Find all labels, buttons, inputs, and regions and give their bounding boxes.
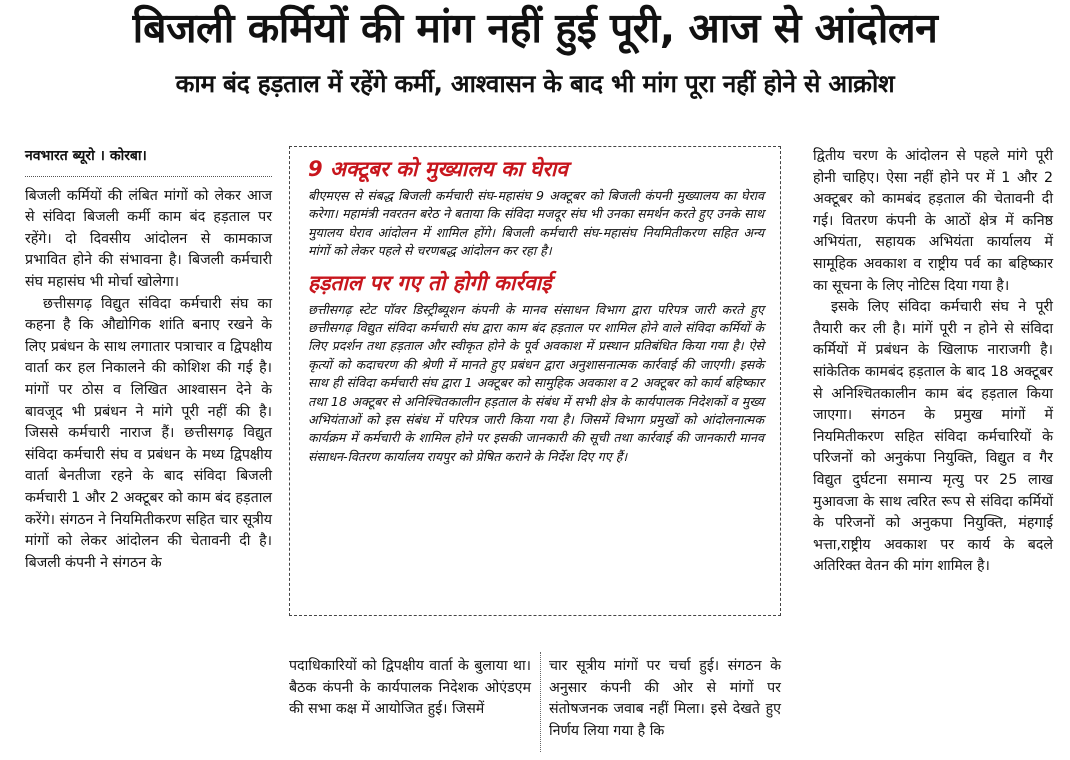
- headline: बिजली कर्मियों की मांग नहीं हुई पूरी, आज से आंदोलन: [132, 4, 938, 52]
- box-heading-action: हड़ताल पर गए तो होगी कार्रवाई: [308, 270, 552, 295]
- article-para-4: चार सूत्रीय मांगों पर चर्चा हुई। संगठन के अनुसार कंपनी की ओर से मांगों पर संतोषजनक जवाब नहीं मिला। इसे देखते हुए निर्णय लिया गया है कि: [549, 658, 781, 739]
- column-right: [813, 146, 1053, 578]
- article-para-5: द्वितीय चरण के आंदोलन से पहले मांगे पूरी होनी चाहिए। ऐसा नहीं होने पर में 1 और 2 अक्टूबर को कामबंद हड़ताल की चेतावनी दी गई। वितरण कंपनी के आठों क्षेत्र में कनिष्ठ अभियंता, सहायक अभियंता कार्यालय में सामूहिक अवकाश व राष्ट्रीय पर्व का बहिष्कार का सूचना के लिए नोटिस दिया गया है।: [813, 148, 1053, 294]
- info-box: [289, 146, 781, 616]
- box-body-action: छत्तीसगढ़ स्टेट पॉवर डिस्ट्रीब्यूशन कंपनी के मानव संसाधन विभाग द्वारा परिपत्र जारी करते हुए छत्तीसगढ़ विद्युत संविदा कर्मचारी संघ द्वारा काम बंद हड़ताल पर शामिल होने वाले संविदा कर्मियों के लिए प्रदर्शन तथा हड़ताल और स्वीकृत होने के पूर्व अवकाश में प्रस्थान प्रतिबंधित किया गया है। ऐसे कृत्यों को कदाचरण की श्रेणी में मानते हुए प्रबंधन द्वारा अनुशासनात्मक कार्रवाई की जाएगी। इसके साथ ही संविदा कर्मचारी संघ द्वारा 1 अक्टूबर को सामुहिक अवकाश व 2 अक्टूबर को कार्य बहिष्कार तथा 18 अक्टूबर से अनिश्चितकालीन हड़ताल के संबंध में सभी क्षेत्र के कार्यपालक निदेशकों व मुख्य अभियंताओं को इस संबंध में परिपत्र जारी किया गया है। जिसमें विभाग प्रमुखों को आंदोलनात्मक कार्यक्रम में कर्मचारी के शामिल होने पर इसकी जानकारी की सूची तथा कार्रवाई की जानकारी मानव संसाधन-वितरण कार्यालय रायपुर को प्रेषित कराने के निर्देश दिए गए हैं।: [308, 301, 764, 464]
- box-heading-headquarters: 9 अक्टूबर को मुख्यालय का घेराव: [308, 157, 568, 181]
- article-para-6: इसके लिए संविदा कर्मचारी संघ ने पूरी तैयारी कर ली है। मांगें पूरी न होने से संविदा कर्मियों में प्रबंधन के खिलाफ नाराजगी है। सांकेतिक कामबंद हड़ताल के बाद 18 अक्टूबर से अनिश्चितकालीन काम बंद हड़ताल किया जाएगा। संगठन के प्रमुख मांगों में नियमितीकरण सहित संविदा कर्मचारियों के परिजनों को अनुकंपा नियुक्ति, विद्युत व गैर विद्युत दुर्घटना समान्य मृत्यु पर 25 लाख मुआवजा के साथ त्वरित रूप से संविदा कर्मियों के परिजनों को अनुकपा नियुक्ति, मंहगाई भत्ता,राष्ट्रीय अवकाश पर कार्य के बदले अतिरिक्त वेतन की मांग शामिल है।: [813, 299, 1053, 575]
- article-para-3: पदाधिकारियों को द्विपक्षीय वार्ता के बुलाया था। बैठक कंपनी के कार्यपालक निदेशक ओएंडएम की सभा कक्ष में आयोजित हुई। जिसमें: [289, 658, 531, 718]
- column-middle-right: [549, 656, 781, 742]
- subheadline: काम बंद हड़ताल में रहेंगे कर्मी, आश्‍वासन के बाद भी मांग पूरा नहीं होने से आक्रोश: [175, 69, 895, 98]
- article-para-2: छत्तीसगढ़ विद्युत संविदा कर्मचारी संघ का कहना है कि औद्योगिक शांति बनाए रखने के लिए प्रबंधन के साथ लगातार पत्राचार व द्विपक्षीय वार्ता कर हल निकालने की कोशिश की गई है। मांगों पर ठोस व लिखित आश्‍वासन देने के बावजूद भी प्रबंधन ने मांगे पूरी नहीं की है। जिससे कर्मचारी नाराज हैं। छत्तीसगढ़ विद्युत संविदा कर्मचारी संघ व प्रबंधन के मध्य द्विपक्षीय वार्ता बेनतीजा रहने के बाद संविदा बिजली कर्मचारी 1 और 2 अक्टूबर को काम बंद हड़ताल करेंगे। संगठन ने नियमितीकरण सहित चार सूत्रीय मांगों को लेकर आंदोलन की चेतावनी दी है। बिजली कंपनी ने संगठन के: [25, 295, 272, 571]
- column-divider: [540, 652, 541, 752]
- column-left: [25, 146, 272, 574]
- column-middle-left: [289, 656, 531, 721]
- dateline-divider: [25, 176, 272, 177]
- dateline: नवभारत ब्यूरो । कोरबा।: [25, 148, 147, 164]
- article-para-1: बिजली कर्मियों की लंबित मांगों को लेकर आज से संविदा बिजली कर्मी काम बंद हड़ताल पर रहेंगे। दो दिवसीय आंदोलन से कामकाज प्रभावित होने की संभावना है। बिजली कर्मचारी संघ महासंघ भी मोर्चा खोलेगा।: [25, 187, 272, 290]
- box-body-headquarters: बीएमएस से संबद्ध बिजली कर्मचारी संघ-महासंघ 9 अक्टूबर को बिजली कंपनी मुख्यालय का घेराव करेगा। महामंत्री नवरतन बरेठ ने बताया कि संविदा मजदूर संघ भी उनका समर्थन करते हुए उनके साथ मुयालय घेराव आंदोलन में शामिल होंगे। बिजली कर्मचारी संघ-महासंघ नियमितीकरण सहित अन्य मांगों को लेकर पहले से चरणबद्ध आंदोलन कर रहा है।: [308, 188, 764, 259]
